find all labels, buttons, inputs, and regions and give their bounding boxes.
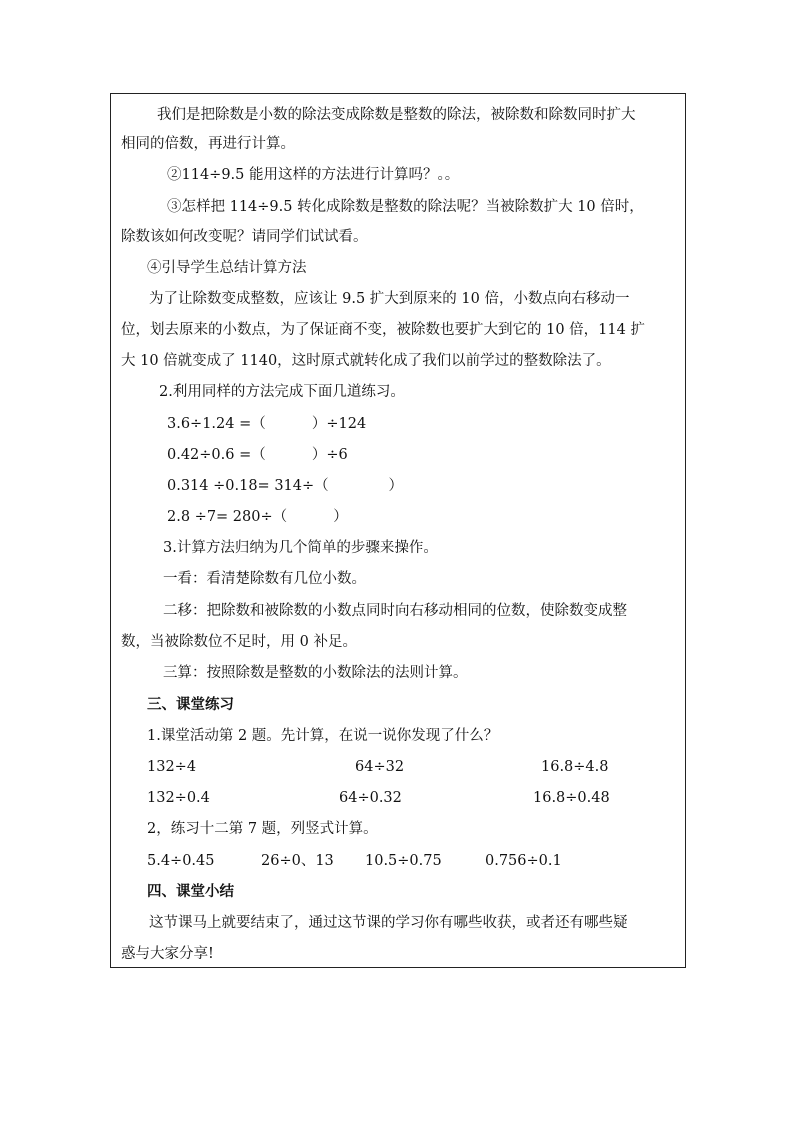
paragraph-line: ④引导学生总结计算方法 xyxy=(147,260,307,276)
exercise-item: 64÷32 xyxy=(355,759,405,775)
paragraph-line: 惑与大家分享! xyxy=(121,946,214,962)
paragraph-line: 三算：按照除数是整数的小数除法的法则计算。 xyxy=(163,665,468,681)
paragraph-line: 我们是把除数是小数的除法变成除数是整数的除法，被除数和除数同时扩大 xyxy=(157,107,636,123)
exercise-item: 26÷0、13 xyxy=(261,853,334,869)
exercise-item: 132÷0.4 xyxy=(147,790,210,806)
paragraph-line: 大 10 倍就变成了 1140，这时原式就转化成了我们以前学过的整数除法了。 xyxy=(121,353,611,369)
section-heading: 三、课堂练习 xyxy=(147,696,234,713)
paragraph-line: 3.计算方法归纳为几个简单的步骤来操作。 xyxy=(163,540,438,556)
paragraph-line: 2.利用同样的方法完成下面几道练习。 xyxy=(159,384,405,400)
exercise-item: 16.8÷4.8 xyxy=(541,759,609,775)
paragraph-line: 位，划去原来的小数点，为了保证商不变，被除数也要扩大到它的 10 倍，114 扩 xyxy=(121,322,645,338)
paragraph-line: 这节课马上就要结束了，通过这节课的学习你有哪些收获，或者还有哪些疑 xyxy=(149,915,628,931)
exercise-item: 16.8÷0.48 xyxy=(533,790,610,806)
exercise-line: 3.6÷1.24 =（ ）÷124 xyxy=(167,416,367,432)
paragraph-line: 2，练习十二第 7 题，列竖式计算。 xyxy=(147,821,378,837)
paragraph-line: 除数该如何改变呢？请同学们试试看。 xyxy=(121,229,368,245)
paragraph-line: 数，当被除数位不足时，用 0 补足。 xyxy=(121,634,357,650)
paragraph-line: ③怎样把 114÷9.5 转化成除数是整数的除法呢？当被除数扩大 10 倍时， xyxy=(167,199,644,215)
paragraph-line: 1.课堂活动第 2 题。先计算，在说一说你发现了什么？ xyxy=(147,728,499,744)
exercise-line: 2.8 ÷7= 280÷（ ） xyxy=(167,509,348,525)
paragraph-line: ②114÷9.5 能用这样的方法进行计算吗？。。 xyxy=(167,167,460,183)
exercise-item: 64÷0.32 xyxy=(339,790,402,806)
paragraph-line: 为了让除数变成整数，应该让 9.5 扩大到原来的 10 倍，小数点向右移动一 xyxy=(149,291,630,307)
paragraph-line: 二移：把除数和被除数的小数点同时向右移动相同的位数，使除数变成整 xyxy=(163,603,627,619)
exercise-line: 0.42÷0.6 =（ ）÷6 xyxy=(167,447,348,463)
exercise-line: 0.314 ÷0.18= 314÷（ ） xyxy=(167,478,404,494)
section-heading: 四、课堂小结 xyxy=(147,883,234,900)
paragraph-line: 一看：看清楚除数有几位小数。 xyxy=(163,571,366,587)
lesson-plan-cell xyxy=(110,93,686,968)
paragraph-line: 相同的倍数，再进行计算。 xyxy=(121,136,295,152)
exercise-item: 0.756÷0.1 xyxy=(485,853,562,869)
exercise-item: 132÷4 xyxy=(147,759,197,775)
exercise-item: 5.4÷0.45 xyxy=(147,853,215,869)
exercise-item: 10.5÷0.75 xyxy=(365,853,442,869)
